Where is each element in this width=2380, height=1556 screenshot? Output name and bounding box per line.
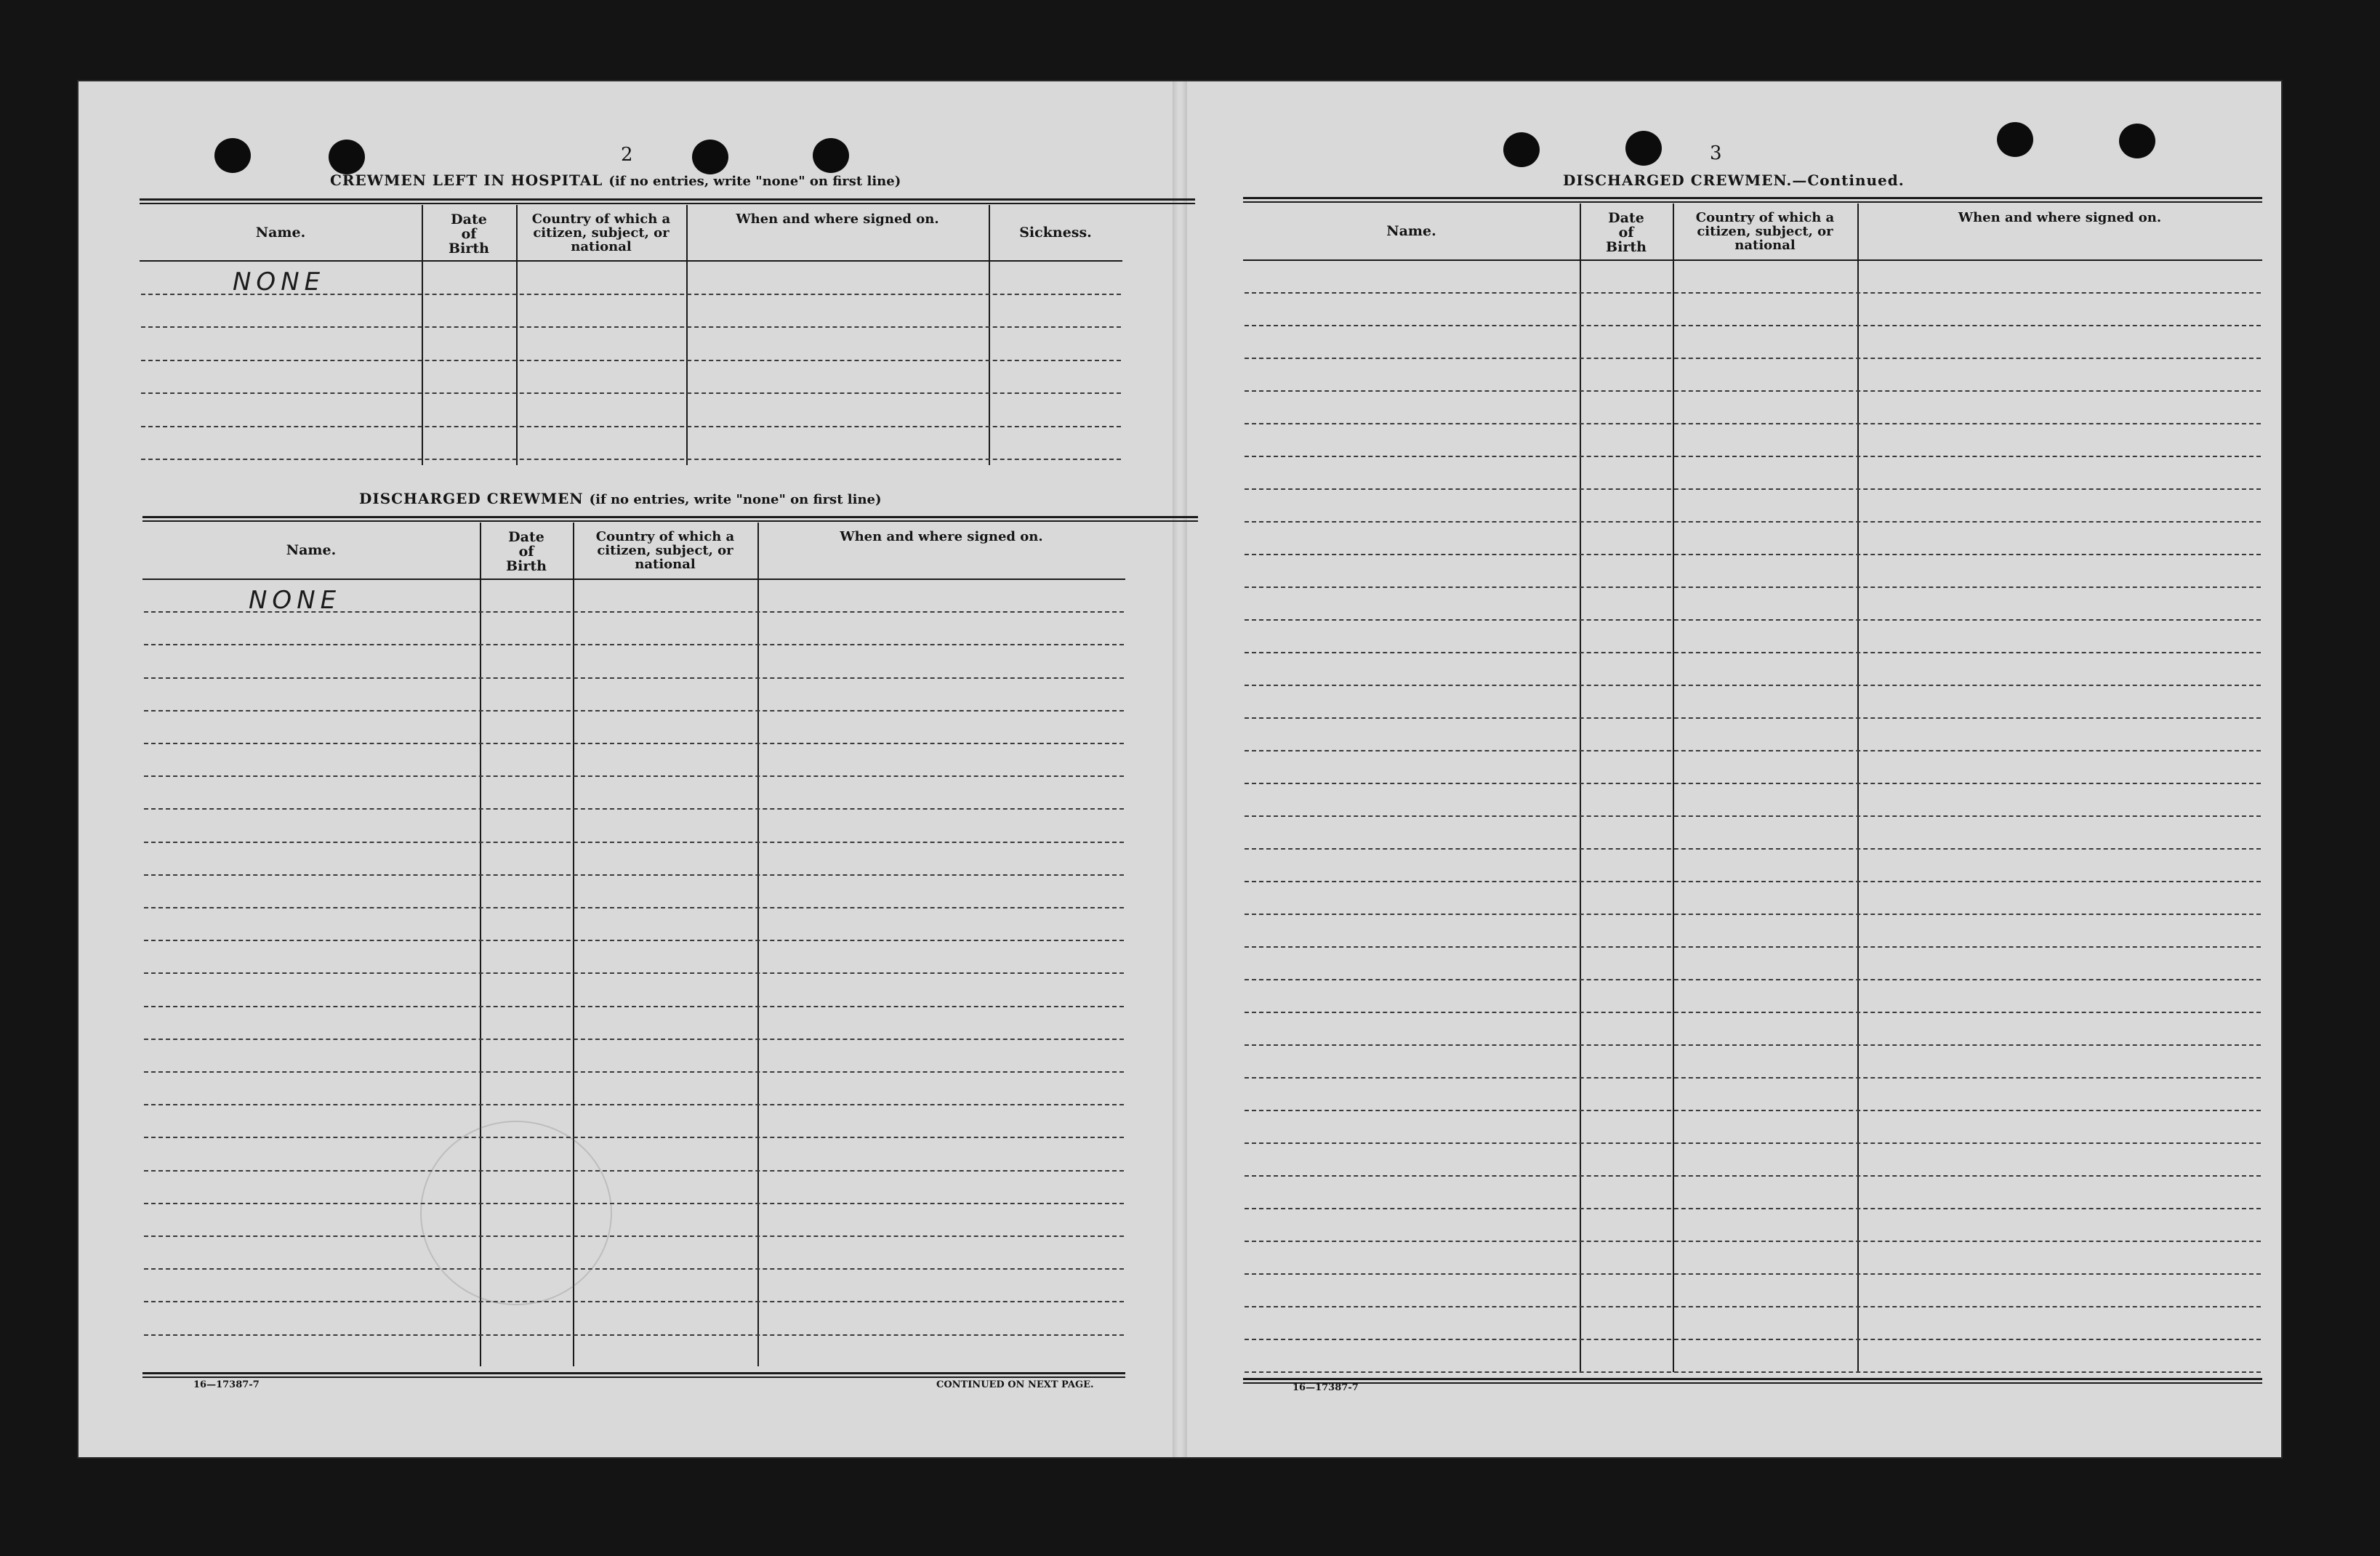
ruled-row bbox=[144, 808, 1124, 810]
binder-hole bbox=[1503, 132, 1540, 167]
ruled-row bbox=[144, 710, 1124, 712]
handwritten-entry: NONE bbox=[249, 586, 342, 615]
discharged-title: DISCHARGED CREWMEN bbox=[359, 490, 584, 507]
ruled-row bbox=[1245, 685, 2261, 686]
ruled-row bbox=[1245, 652, 2261, 653]
ruled-row bbox=[1245, 815, 2261, 817]
bottom-rule bbox=[142, 1372, 1125, 1378]
ruled-row bbox=[144, 1071, 1124, 1073]
ruled-row bbox=[144, 907, 1124, 908]
discharged-instruction: (if no entries, write "none" on first line) bbox=[589, 492, 882, 507]
column-divider bbox=[1673, 203, 1674, 1372]
ruled-row bbox=[1245, 521, 2261, 523]
left-page bbox=[79, 81, 1173, 1457]
ruled-row bbox=[1245, 1306, 2261, 1307]
ruled-row bbox=[1245, 390, 2261, 392]
hospital-top-rule bbox=[140, 198, 1195, 204]
ruled-row bbox=[144, 940, 1124, 941]
ruled-row bbox=[141, 459, 1121, 460]
column-header: Country of which a citizen, subject, or national bbox=[531, 211, 671, 254]
ruled-row bbox=[1245, 881, 2261, 882]
ruled-row bbox=[1245, 717, 2261, 719]
ruled-row bbox=[1245, 423, 2261, 424]
ruled-row bbox=[1245, 619, 2261, 621]
column-header: Country of which a citizen, subject, or national bbox=[595, 529, 735, 572]
document-sheet bbox=[79, 81, 2281, 1457]
hospital-section-title bbox=[330, 172, 901, 189]
ruled-row bbox=[1245, 586, 2261, 588]
column-divider bbox=[1580, 203, 1581, 1372]
ruled-row bbox=[144, 1301, 1124, 1302]
ruled-row bbox=[1245, 1077, 2261, 1079]
ruled-row bbox=[141, 392, 1121, 394]
right-page bbox=[1187, 81, 2281, 1457]
form-number: 16—17387-7 bbox=[1292, 1382, 1359, 1393]
ruled-row bbox=[1245, 554, 2261, 555]
discharged-section-title bbox=[359, 490, 882, 507]
binder-hole bbox=[2119, 124, 2155, 158]
hospital-title: CREWMEN LEFT IN HOSPITAL bbox=[330, 172, 603, 189]
header-rule bbox=[142, 579, 1125, 580]
hospital-instruction: (if no entries, write "none" on first line) bbox=[608, 174, 901, 189]
page-number: 3 bbox=[1710, 142, 1722, 164]
ruled-row bbox=[144, 644, 1124, 645]
ruled-row bbox=[144, 1170, 1124, 1172]
ruled-row bbox=[1245, 914, 2261, 915]
ruled-row bbox=[1245, 1110, 2261, 1111]
ruled-row bbox=[1245, 750, 2261, 751]
ruled-row bbox=[1245, 848, 2261, 850]
faded-stamp bbox=[420, 1121, 612, 1305]
handwritten-entry: NONE bbox=[233, 267, 326, 297]
ruled-row bbox=[1245, 1241, 2261, 1242]
column-header: Country of which a citizen, subject, or national bbox=[1695, 210, 1835, 253]
ruled-row bbox=[1245, 1142, 2261, 1144]
ruled-row bbox=[1245, 292, 2261, 294]
ruled-row bbox=[144, 1334, 1124, 1336]
binder-hole bbox=[813, 138, 849, 173]
ruled-row bbox=[1245, 979, 2261, 980]
ruled-row bbox=[1245, 1339, 2261, 1340]
column-header: Sickness. bbox=[1019, 225, 1092, 241]
discharged-top-rule bbox=[142, 516, 1198, 522]
column-divider bbox=[1857, 203, 1859, 1372]
column-header: Name. bbox=[286, 542, 337, 558]
binder-hole bbox=[214, 138, 251, 173]
column-header: Date of Birth bbox=[449, 211, 489, 257]
ruled-row bbox=[144, 1006, 1124, 1007]
column-header: Date of Birth bbox=[506, 529, 547, 574]
column-header: Name. bbox=[255, 225, 306, 241]
ruled-row bbox=[1245, 488, 2261, 490]
ruled-row bbox=[1245, 946, 2261, 948]
ruled-row bbox=[144, 874, 1124, 876]
ruled-row bbox=[1245, 1208, 2261, 1209]
column-header: Date of Birth bbox=[1606, 210, 1647, 255]
ruled-row bbox=[1245, 1175, 2261, 1177]
ruled-row bbox=[1245, 1012, 2261, 1013]
ruled-row bbox=[144, 972, 1124, 974]
column-header: When and where signed on. bbox=[736, 211, 939, 227]
ruled-row bbox=[144, 842, 1124, 843]
ruled-row bbox=[144, 775, 1124, 777]
ruled-row bbox=[144, 743, 1124, 744]
binder-hole bbox=[692, 140, 728, 174]
ruled-row bbox=[1245, 783, 2261, 784]
page-number: 2 bbox=[621, 144, 633, 166]
ruled-row bbox=[144, 1137, 1124, 1138]
binder-hole bbox=[329, 140, 365, 174]
ruled-row bbox=[144, 1104, 1124, 1105]
continued-section-title: DISCHARGED CREWMEN.—Continued. bbox=[1563, 172, 1905, 189]
ruled-row bbox=[144, 1203, 1124, 1204]
ruled-row bbox=[144, 677, 1124, 679]
continued-note: CONTINUED ON NEXT PAGE. bbox=[936, 1379, 1094, 1390]
ruled-row bbox=[1245, 1044, 2261, 1046]
ruled-row bbox=[1245, 1273, 2261, 1275]
column-header: When and where signed on. bbox=[1958, 210, 2162, 225]
ruled-row bbox=[1245, 1371, 2261, 1373]
form-number: 16—17387-7 bbox=[193, 1379, 260, 1390]
ruled-row bbox=[1245, 325, 2261, 326]
continued-top-rule bbox=[1243, 197, 2262, 203]
ruled-row bbox=[141, 426, 1121, 427]
bottom-rule bbox=[1243, 1378, 2262, 1384]
header-rule bbox=[1243, 259, 2262, 261]
header-rule bbox=[140, 260, 1122, 262]
ruled-row bbox=[1245, 358, 2261, 359]
ruled-row bbox=[144, 1039, 1124, 1040]
column-header: When and where signed on. bbox=[840, 529, 1043, 544]
column-divider bbox=[757, 523, 759, 1366]
ruled-row bbox=[141, 326, 1121, 328]
binder-hole bbox=[1997, 122, 2033, 157]
column-header: Name. bbox=[1386, 223, 1436, 239]
ruled-row bbox=[144, 1268, 1124, 1270]
ruled-row bbox=[141, 360, 1121, 361]
binder-hole bbox=[1625, 131, 1662, 166]
ruled-row bbox=[1245, 456, 2261, 457]
page-fold bbox=[1173, 81, 1187, 1457]
ruled-row bbox=[144, 1235, 1124, 1237]
